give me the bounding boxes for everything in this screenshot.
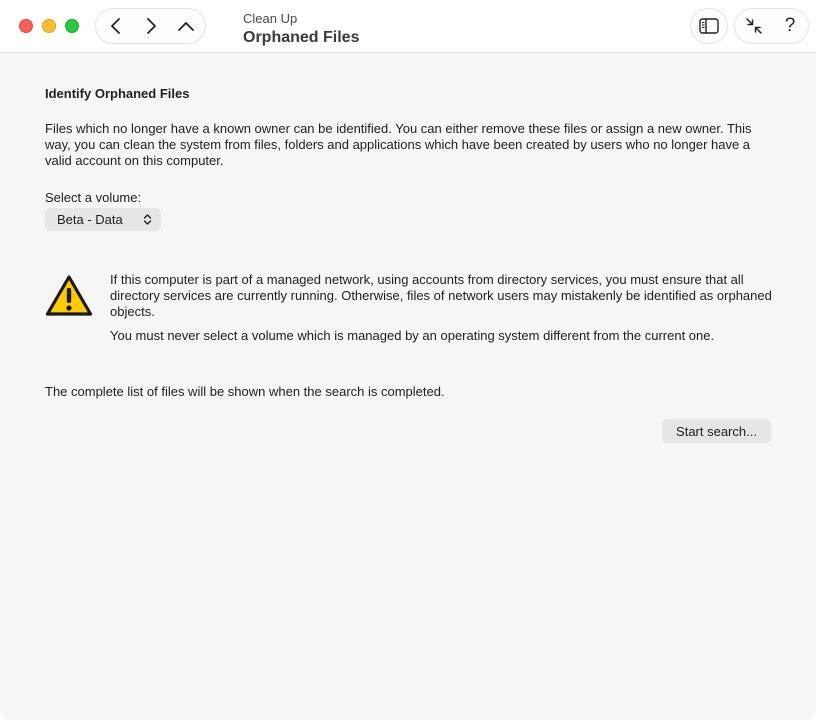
window-title-block xyxy=(243,11,359,48)
navigation-group xyxy=(95,8,206,44)
zoom-window-button[interactable] xyxy=(65,19,79,33)
description-text: Files which no longer have a known owner can be identified. You can either remove these files or assign a new owner. This way, you can clean the system from files, folders and applications which have been created by users who no longer have a valid account on this computer. xyxy=(45,121,752,168)
sidebar-toggle-button[interactable] xyxy=(690,8,728,44)
volume-selected-value: Beta - Data xyxy=(57,212,123,227)
volume-select[interactable] xyxy=(45,208,161,231)
warning-paragraph: If this computer is part of a managed network, using accounts from directory services, you must ensure that all directory services are currently running. Otherwise, files of network users may mistakenly be identified as orphaned objects. xyxy=(110,272,772,319)
warning-icon xyxy=(45,274,93,317)
warning-paragraph: You must never select a volume which is managed by an operating system different from the current one. xyxy=(110,328,715,343)
chevron-left-icon xyxy=(109,17,123,35)
help-icon: ? xyxy=(784,15,796,36)
minimize-window-button[interactable] xyxy=(42,19,56,33)
forward-button[interactable] xyxy=(133,9,169,43)
collapse-arrows-icon xyxy=(745,17,763,35)
window-title: Orphaned Files xyxy=(243,29,360,46)
start-search-button[interactable]: Start search... xyxy=(662,419,771,443)
collapse-button[interactable] xyxy=(736,9,772,43)
chevron-up-icon xyxy=(177,19,195,33)
footer-note: The complete list of files will be shown when the search is completed. xyxy=(45,384,445,399)
up-button[interactable] xyxy=(168,9,204,43)
window-subtitle: Clean Up xyxy=(243,11,298,26)
window-tools-group xyxy=(734,8,809,44)
title-bar xyxy=(0,0,816,53)
warning-text xyxy=(110,272,790,344)
sidebar-icon xyxy=(699,18,719,34)
help-button[interactable] xyxy=(772,9,808,43)
volume-label: Select a volume: xyxy=(45,190,142,205)
chevron-right-icon xyxy=(144,17,158,35)
close-window-button[interactable] xyxy=(19,19,33,33)
section-heading: Identify Orphaned Files xyxy=(45,86,190,101)
back-button[interactable] xyxy=(98,9,134,43)
updown-chevron-icon xyxy=(143,213,152,226)
